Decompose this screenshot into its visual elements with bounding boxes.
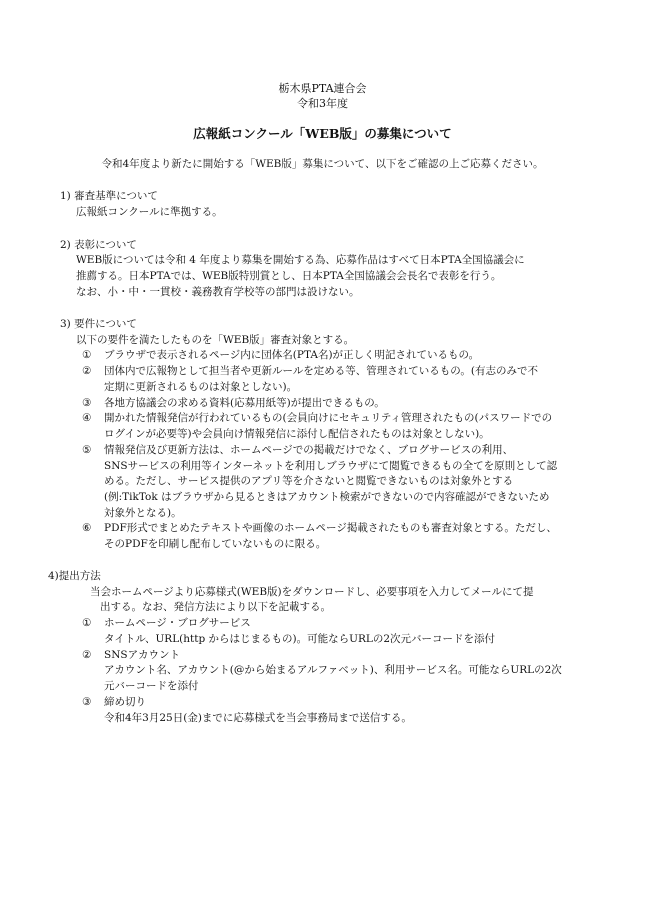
item-marker: ③ <box>82 397 92 409</box>
deadline-detail: 令和4年3月25日(金)までに応募様式を当会事務局まで送信する。 <box>104 712 412 724</box>
requirement-item-cont: (例:TikTok はブラウザから見るときはアカウント検索ができないので内容確認ができないため <box>104 491 550 503</box>
submission-item-title: SNSアカウント <box>104 649 180 661</box>
section-2-line: 推薦する。日本PTAでは、WEB版特別賞とし、日本PTA全国協議会会長名で表彰を行う。 <box>76 270 502 282</box>
submission-item-detail: 元バーコードを添付 <box>104 680 199 692</box>
requirement-item: 開かれた情報発信が行われているもの(会員向けにセキュリティ管理されたもの(パスワードでの <box>104 412 553 424</box>
requirement-item-cont: 対象外となる)。 <box>104 507 182 519</box>
item-marker: ② <box>82 649 92 661</box>
fiscal-year: 令和3年度 <box>297 97 348 110</box>
item-marker: ④ <box>82 412 92 424</box>
requirement-item-cont: める。ただし、サービス提供のアプリ等を介さないと閲覧できないものは対象外とする <box>104 475 514 487</box>
section-1-heading: 1) 審査基準について <box>60 190 158 202</box>
organization-name: 栃木県PTA連合会 <box>278 82 367 95</box>
item-marker: ② <box>82 365 92 377</box>
submission-item-detail: アカウント名、アカウント(@から始まるアルファベット)、利用サービス名。可能ならURLの2次 <box>104 664 562 676</box>
submission-item-detail: タイトル、URL(http からはじまるもの)。可能ならURLの2次元バーコードを添付 <box>104 633 496 645</box>
section-4-line: 当会ホームページより応募様式(WEB版)をダウンロードし、必要事項を入力してメールにて提 <box>90 586 534 598</box>
requirement-item: PDF形式でまとめたテキストや画像のホームページ掲載されたものも審査対象とする。ただし、 <box>104 522 557 534</box>
requirement-item: ブラウザで表示されるページ内に団体名(PTA名)が正しく明記されているもの。 <box>104 349 480 361</box>
document-title: 広報紙コンクール「WEB版」の募集について <box>193 126 452 141</box>
item-marker: ① <box>82 617 92 629</box>
section-2-heading: 2) 表彰について <box>60 239 137 251</box>
requirement-item-cont: SNSサービスの利用等インターネットを利用しブラウザにて閲覧できるもの全てを原則として認 <box>104 460 558 472</box>
submission-item-title: 締め切り <box>104 696 146 708</box>
item-marker: ① <box>82 349 92 361</box>
section-2-line: WEB版については令和 4 年度より募集を開始する為、応募作品はすべて日本PTA全国協議会に <box>76 254 525 266</box>
section-4-heading: 4)提出方法 <box>48 570 101 582</box>
requirement-item-cont: ログインが必要等)や会員向け情報発信に添付し配信されたものは対象としない)。 <box>104 428 490 440</box>
section-3-lead: 以下の要件を満たしたものを「WEB版」審査対象とする。 <box>76 334 355 346</box>
section-4-line: 出する。なお、発信方法により以下を記載する。 <box>100 601 331 613</box>
intro-text: 令和4年度より新たに開始する「WEB版」募集について、以下をご確認の上ご応募ください。 <box>101 158 544 170</box>
requirement-item: 団体内で広報物として担当者や更新ルールを定める等、管理されているもの。(有志のみで不 <box>104 365 538 377</box>
section-2-line: なお、小・中・一貫校・義務教育学校等の部門は設けない。 <box>76 286 360 298</box>
requirement-item-cont: 定期に更新されるものは対象としない)。 <box>104 381 298 393</box>
requirement-item: 情報発信及び更新方法は、ホームページでの掲載だけでなく、ブログサービスの利用、 <box>104 444 514 456</box>
item-marker: ③ <box>82 696 92 708</box>
item-marker: ⑤ <box>82 444 92 456</box>
requirement-item-cont: そのPDFを印刷し配布していないものに限る。 <box>104 538 327 550</box>
submission-item-title: ホームページ・ブログサービス <box>104 617 251 629</box>
requirement-item: 各地方協議会の求める資料(応募用紙等)が提出できるもの。 <box>104 397 385 409</box>
section-1-body: 広報紙コンクールに準拠する。 <box>76 206 223 218</box>
item-marker: ⑥ <box>82 522 92 534</box>
section-3-heading: 3) 要件について <box>60 318 137 330</box>
